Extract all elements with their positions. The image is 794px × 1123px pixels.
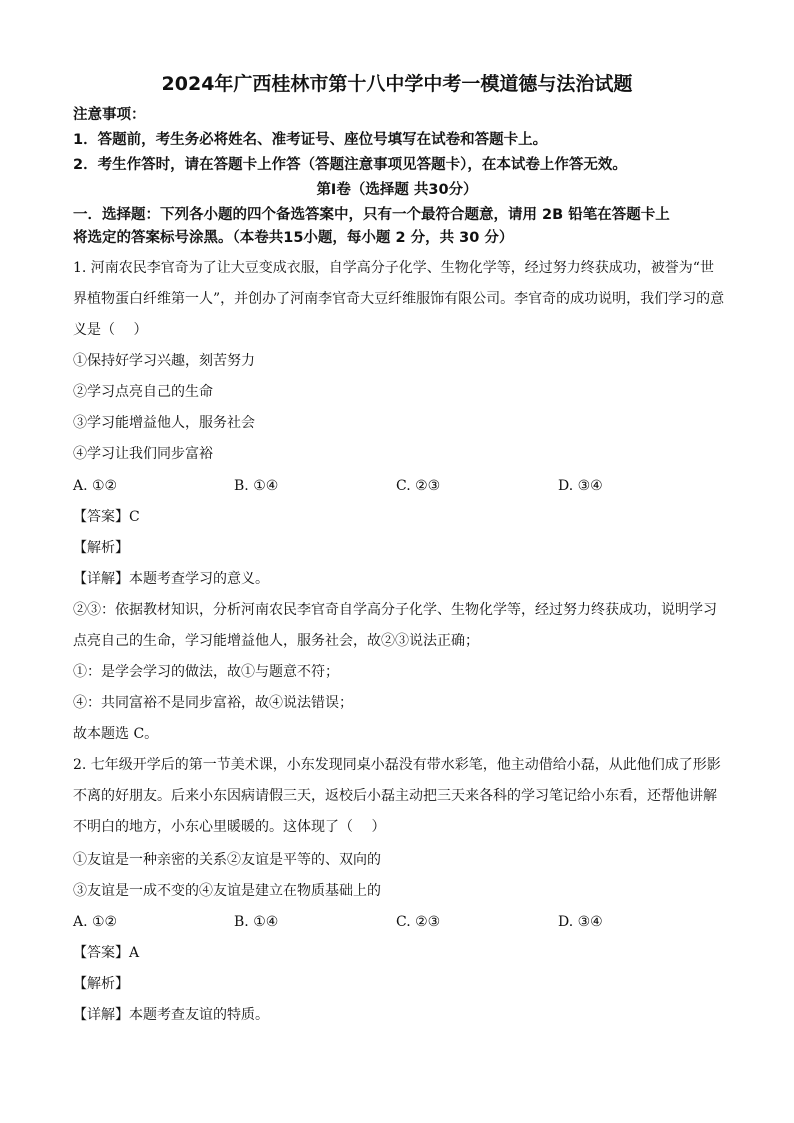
volume-heading: 第Ⅰ卷（选择题 共30分） [316, 182, 478, 198]
q1-option-c: C. ②③ [396, 478, 441, 494]
notice-item-2: 2．考生作答时，请在答题卡上作答（答题注意事项见答题卡），在本试卷上作答无效。 [73, 157, 627, 173]
q1-explanation-1a: ②③：依据教材知识，分析河南农民李官奇自学高分子化学、生物化学等，经过努力终获成功，说明学习 [73, 602, 717, 618]
q1-statement-1: ①保持好学习兴趣，刻苦努力 [73, 353, 255, 369]
q1-explanation-1b: 点亮自己的生命，学习能增益他人，服务社会，故②③说法正确； [73, 633, 479, 649]
q1-explanation-3: ④：共同富裕不是同步富裕，故④说法错误； [73, 695, 353, 711]
q2-option-b: B. ①④ [234, 914, 279, 930]
section-instructions-line-1: 一．选择题：下列各小题的四个备选答案中，只有一个最符合题意，请用 2B 铅笔在答题卡上 [73, 207, 670, 223]
q1-stem-line-3: 义是（ ） [73, 322, 148, 338]
notice-item-1: 1．答题前，考生务必将姓名、准考证号、座位号填写在试卷和答题卡上。 [73, 132, 548, 148]
q2-option-a: A. ①② [73, 914, 118, 930]
q1-statement-3: ③学习能增益他人，服务社会 [73, 415, 255, 431]
q1-stem-line-1: 1. 河南农民李官奇为了让大豆变成衣服，自学高分子化学、生物化学等，经过努力终获成功，被誉为“世 [73, 260, 714, 276]
q2-option-c: C. ②③ [396, 914, 441, 930]
q2-stem-line-2: 不离的好朋友。后来小东因病请假三天，返校后小磊主动把三天来各科的学习笔记给小东看，还帮他讲解 [73, 788, 717, 804]
q2-statements-line-1: ①友谊是一种亲密的关系②友谊是平等的、双向的 [73, 852, 381, 868]
q2-statements-line-2: ③友谊是一成不变的④友谊是建立在物质基础上的 [73, 883, 381, 899]
page-title: 2024年广西桂林市第十八中学中考一模道德与法治试题 [161, 73, 633, 95]
q2-detail: 【详解】本题考查友谊的特质。 [73, 1007, 269, 1023]
q1-conclusion: 故本题选 C。 [73, 726, 159, 742]
notice-heading: 注意事项： [73, 107, 146, 123]
q2-option-d: D. ③④ [558, 914, 603, 930]
q1-option-a: A. ①② [73, 478, 118, 494]
q2-stem-line-3: 不明白的地方，小东心里暖暖的。这体现了（ ） [73, 819, 386, 835]
q1-detail: 【详解】本题考查学习的意义。 [73, 571, 269, 587]
q1-stem-line-2: 界植物蛋白纤维第一人”，并创办了河南李官奇大豆纤维服饰有限公司。李官奇的成功说明，我们学习的意 [73, 291, 725, 307]
q1-explanation-2: ①：是学会学习的做法，故①与题意不符； [73, 664, 339, 680]
q2-analysis-label: 【解析】 [73, 976, 129, 992]
q2-answer: 【答案】A [73, 945, 140, 961]
q1-answer: 【答案】C [73, 509, 140, 525]
q1-option-b: B. ①④ [234, 478, 279, 494]
q1-option-d: D. ③④ [558, 478, 603, 494]
q1-statement-2: ②学习点亮自己的生命 [73, 384, 213, 400]
q2-stem-line-1: 2. 七年级开学后的第一节美术课，小东发现同桌小磊没有带水彩笔，他主动借给小磊，从此他们成了形影 [73, 757, 721, 773]
q1-analysis-label: 【解析】 [73, 540, 129, 556]
q1-statement-4: ④学习让我们同步富裕 [73, 446, 213, 462]
section-instructions-line-2: 将选定的答案标号涂黑。（本卷共15小题，每小题 2 分，共 30 分） [73, 230, 514, 246]
